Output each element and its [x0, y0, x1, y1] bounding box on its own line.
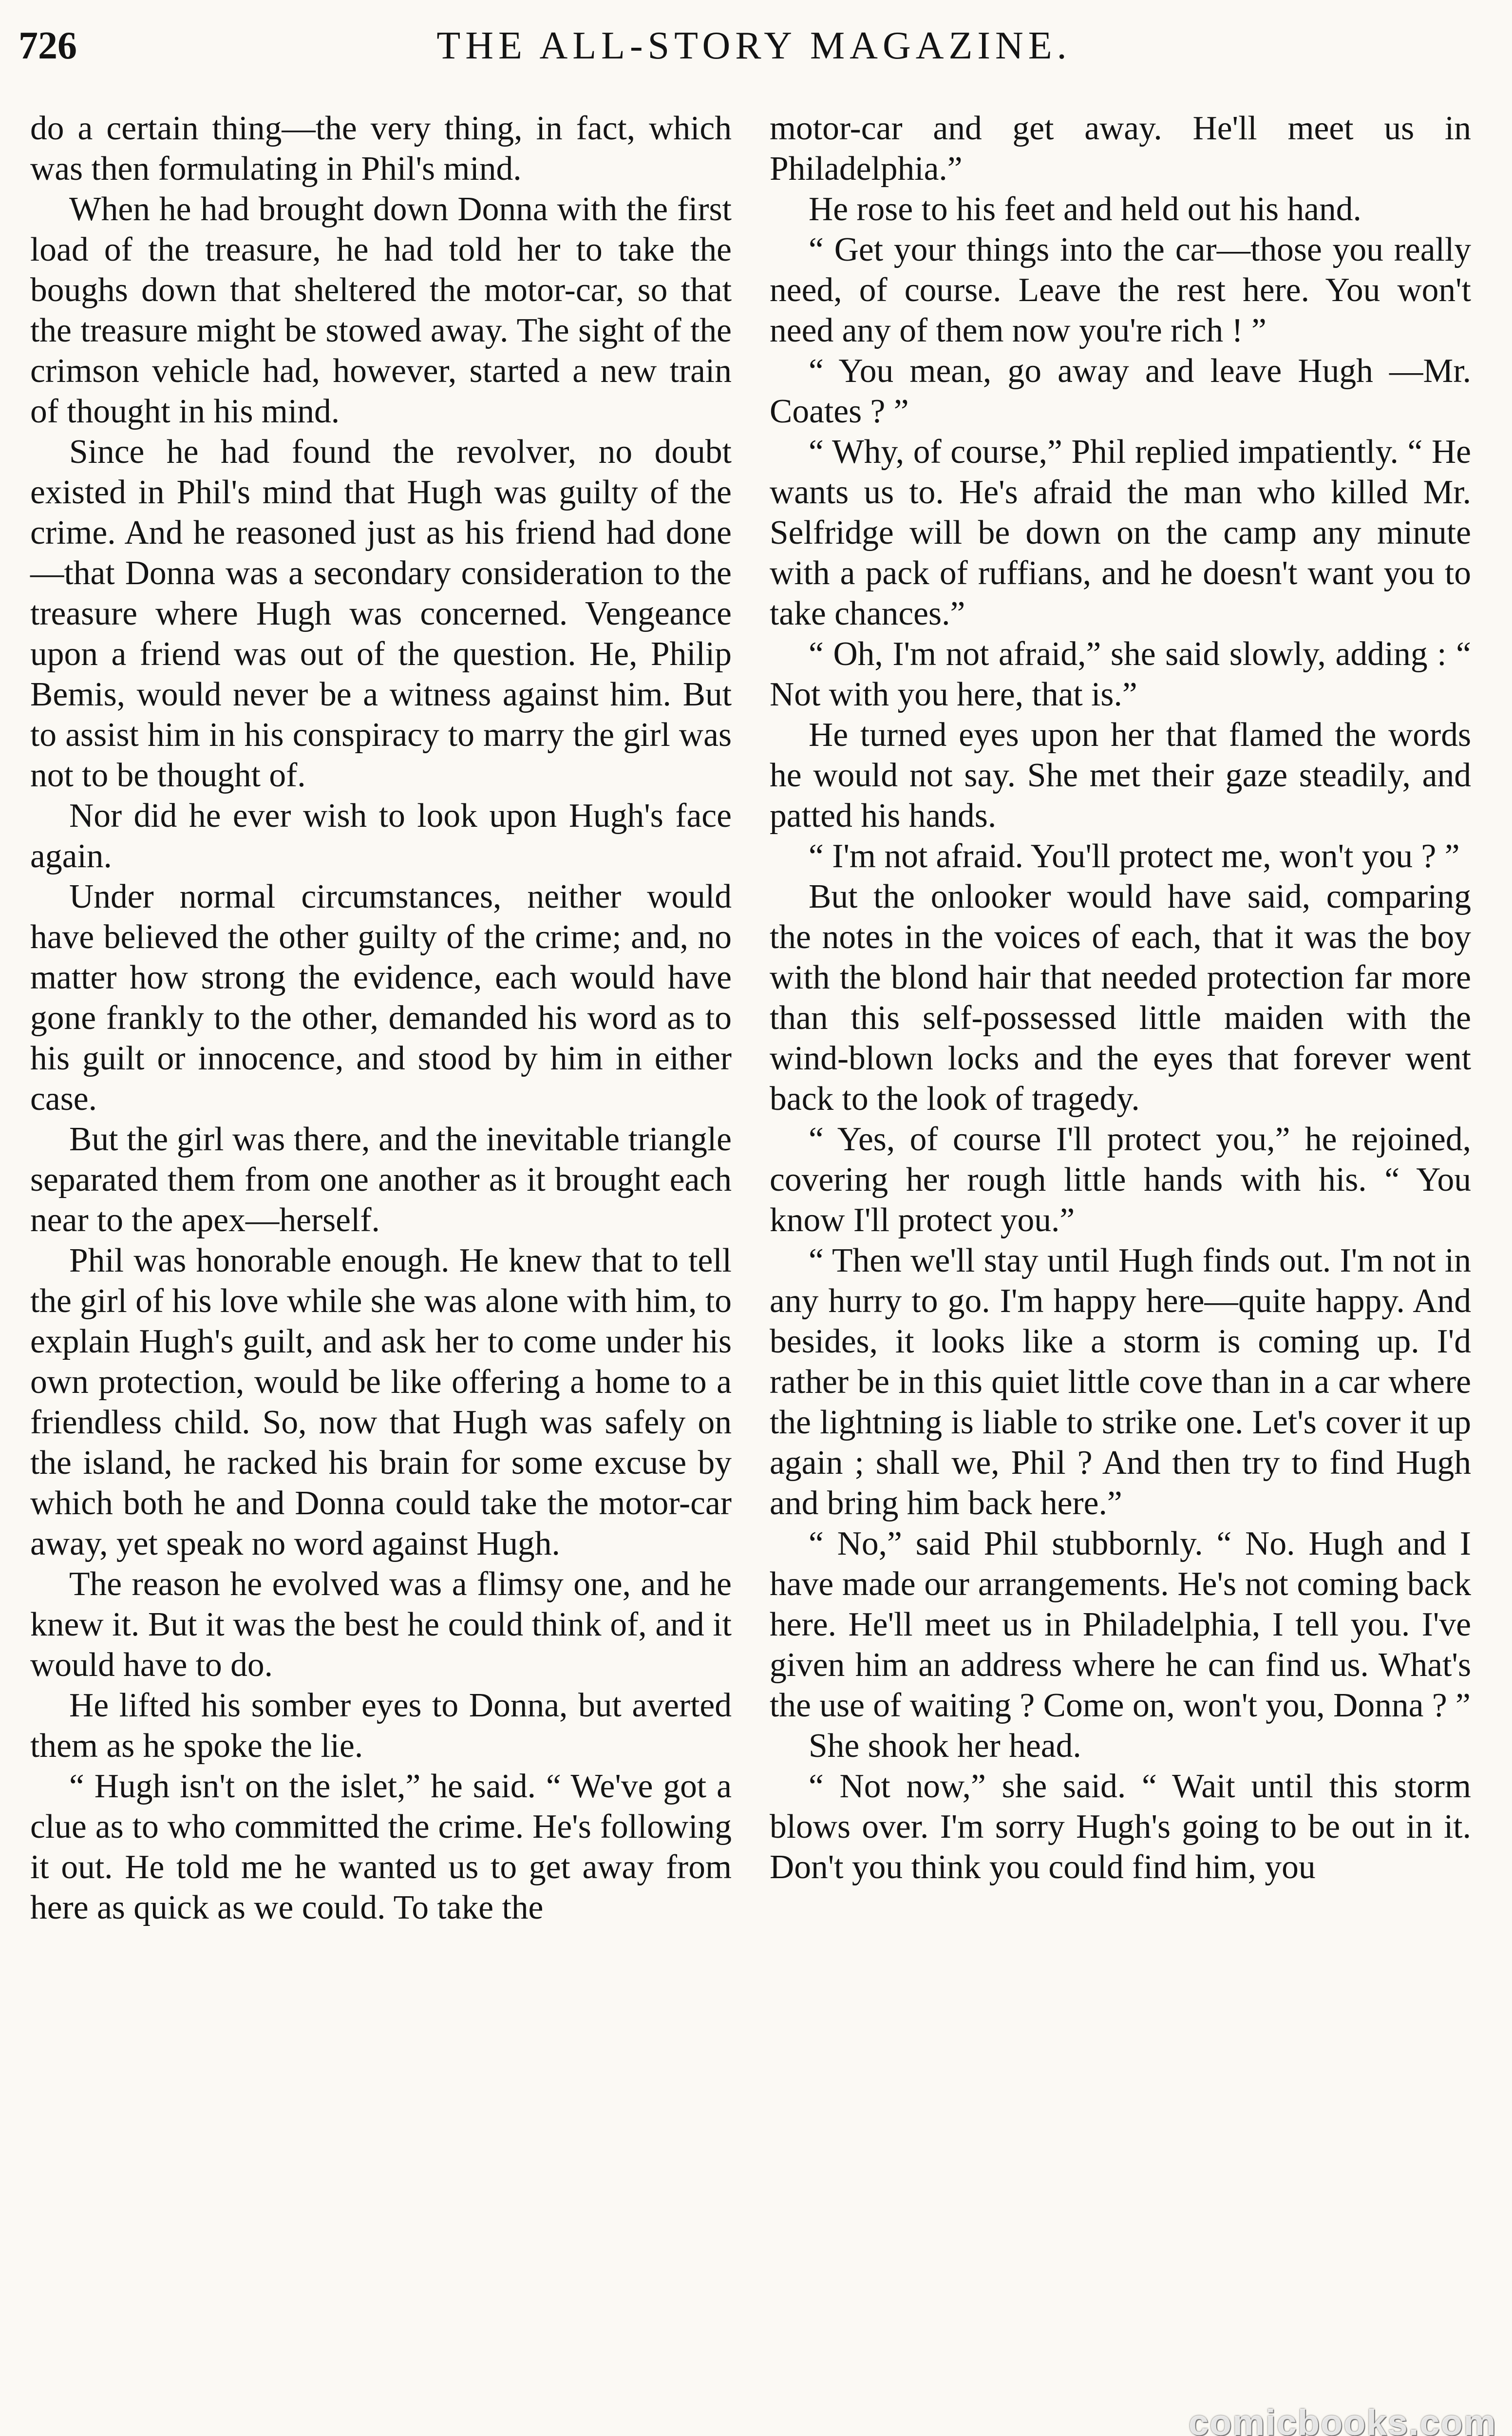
paragraph: She shook her head.: [809, 1727, 1081, 1765]
paragraph: “ Not now,” she said. “ Wait until this storm blows over. I'm sorry Hugh's going to be out in it. Don't you think you could find him, you: [770, 1768, 1471, 1886]
paragraph: “ I'm not afraid. You'll protect me, won't you ? ”: [809, 837, 1460, 875]
page-number: 726: [19, 24, 77, 67]
paragraph: Nor did he ever wish to look upon Hugh's face again.: [30, 797, 732, 875]
paragraph: But the onlooker would have said, comparing the notes in the voices of each, that it was the boy with the blond hair that needed protection far more than this self-possessed little maiden with the wind-blown locks and the eyes that forever went back to the look of tragedy.: [770, 878, 1471, 1118]
paragraph: He rose to his feet and held out his hand.: [809, 190, 1361, 228]
paragraph: But the girl was there, and the inevitable triangle separated them from one another as it brought each near to the apex—herself.: [30, 1121, 732, 1239]
paragraph: He turned eyes upon her that flamed the words he would not say. She met their gaze steadily, and patted his hands.: [770, 716, 1471, 835]
paragraph: “ You mean, go away and leave Hugh —Mr. Coates ? ”: [770, 352, 1471, 430]
paragraph: “ Oh, I'm not afraid,” she said slowly, adding : “ Not with you here, that is.”: [770, 635, 1471, 713]
paragraph: The reason he evolved was a flimsy one, and he knew it. But it was the best he could think of, and it would have to do.: [30, 1565, 732, 1684]
paragraph: When he had brought down Donna with the first load of the treasure, he had told her to take the boughs down that sheltered the motor-car, so that the treasure might be stowed away. The sight of the crimson vehicle had, however, started a new train of thought in his mind.: [30, 190, 732, 430]
paragraph: “ Hugh isn't on the islet,” he said. “ We've got a clue as to who committed the crime. He's following it out. He told me he wanted us to get away from here as quick as we could. To take the: [30, 1768, 732, 1926]
paragraph: Under normal circumstances, neither would have believed the other guilty of the crime; and, no matter how strong the evidence, each would have gone frankly to the other, demanded his word as to his guilt or innocence, and stood by him in either case.: [30, 878, 732, 1118]
right-column: [770, 108, 1471, 1887]
watermark: comicbooks.com: [1189, 2402, 1497, 2436]
left-column: [30, 108, 732, 1928]
page-header: [19, 17, 1490, 75]
paragraph: “ Get your things into the car—those you really need, of course. Leave the rest here. You won't need any of them now you're rich ! ”: [770, 231, 1471, 349]
paragraph: motor-car and get away. He'll meet us in Philadelphia.”: [770, 110, 1471, 188]
paragraph: “ Then we'll stay until Hugh finds out. I'm not in any hurry to go. I'm happy here—quite happy. And besides, it looks like a storm is coming up. I'd rather be in this quiet little cove than in a car where the lightning is liable to strike one. Let's cover it up again ; shall we, Phil ? And then try to find Hugh and bring him back here.”: [770, 1242, 1471, 1522]
paragraph: do a certain thing—the very thing, in fact, which was then formulating in Phil's mind.: [30, 110, 732, 188]
paragraph: He lifted his somber eyes to Donna, but averted them as he spoke the lie.: [30, 1687, 732, 1765]
running-title: THE ALL-STORY MAGAZINE.: [436, 24, 1072, 67]
paragraph: “ No,” said Phil stubbornly. “ No. Hugh and I have made our arrangements. He's not coming back here. He'll meet us in Philadelphia, I tell you. I've given him an address where he can find us. What's the use of waiting ? Come on, won't you, Donna ? ”: [770, 1525, 1471, 1724]
paragraph: “ Yes, of course I'll protect you,” he rejoined, covering her rough little hands with his. “ You know I'll protect you.”: [770, 1121, 1471, 1239]
paragraph: Since he had found the revolver, no doubt existed in Phil's mind that Hugh was guilty of the crime. And he reasoned just as his friend had done—that Donna was a secondary consideration to the treasure where Hugh was concerned. Vengeance upon a friend was out of the question. He, Philip Bemis, would never be a witness against him. But to assist him in his conspiracy to marry the girl was not to be thought of.: [30, 433, 732, 794]
paragraph: Phil was honorable enough. He knew that to tell the girl of his love while she was alone with him, to explain Hugh's guilt, and ask her to come under his own protection, would be like offering a home to a friendless child. So, now that Hugh was safely on the island, he racked his brain for some excuse by which both he and Donna could take the motor-car away, yet speak no word against Hugh.: [30, 1242, 732, 1562]
paragraph: “ Why, of course,” Phil replied impatiently. “ He wants us to. He's afraid the man who killed Mr. Selfridge will be down on the camp any minute with a pack of ruffians, and he doesn't want you to take chances.”: [770, 433, 1471, 632]
